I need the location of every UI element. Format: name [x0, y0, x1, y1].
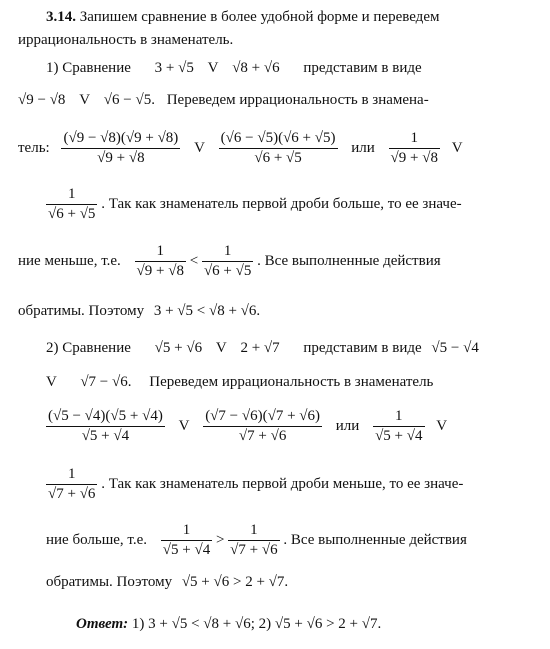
part1-frac2-num: (√6 − √5)(√6 + √5) [220, 130, 336, 146]
part2-rewritten-right: √7 − √6. [80, 374, 132, 390]
part1-because-line [46, 186, 462, 223]
part2-because: . Так как знаменатель первой дроби меньше, то ее значе- [101, 476, 464, 492]
part2-greater-frac-a: $\frac{1}{√5 + √4}$ [162, 522, 211, 558]
answer-text-2: √5 + √6 > 2 + √7. [274, 616, 382, 632]
part1-label: 1) [46, 60, 59, 76]
problem-header [46, 9, 439, 26]
part1-because: . Так как знаменатель первой дроби больше, то ее значе- [101, 196, 462, 212]
part1-frac1-num: (√9 − √8)(√9 + √8) [63, 130, 179, 146]
part2-frac1-den: √5 + √4 [46, 426, 165, 445]
part1-frac4-den: √6 + √5 [48, 206, 96, 222]
part2-fraction-2 [203, 408, 322, 445]
part2-conclusion-line [46, 574, 288, 591]
part1-frac2-den: √6 + √5 [219, 148, 338, 167]
part1-ili: или [351, 140, 375, 156]
part1-cmp-word: Сравнение [62, 60, 131, 76]
answer-text-1: 3 + √5 < √8 + √6; [148, 616, 255, 632]
part1-conclusion: 3 + √5 < √8 + √6. [153, 303, 261, 319]
part2-gt: > [215, 532, 225, 548]
part1-fraction-1 [61, 130, 180, 167]
answer-num-1: 1) [131, 616, 145, 632]
part2-fraction-1 [46, 408, 165, 445]
part2-frac4-den: √7 + √6 [48, 486, 96, 502]
part2-fraction-4 [46, 466, 97, 503]
part2-label: 2) [46, 340, 59, 356]
part1-fractions: тель: $\frac{(√9 - √8)(√9 + √8)}{√9 + √8}$ V $\frac{(√6 - √5)(√6 + √5)}{√6 + √5}$ или $\frac{1}{√9 + √8}$ V [18, 130, 463, 166]
part2-rationalize: Переведем иррациональность в знаменатель [149, 374, 434, 390]
part1-statement [46, 60, 422, 77]
part1-expr-a: 3 + √5 [154, 60, 194, 76]
part1-fraction-2 [219, 130, 338, 167]
part2-conclusion-pre: обратимы. Поэтому [46, 574, 173, 590]
part1-lt: < [189, 253, 199, 269]
answer-num-2: 2) [258, 616, 272, 632]
part1-conclusion-pre: обратимы. Поэтому [18, 303, 145, 319]
problem-number: 3.14. [46, 9, 76, 25]
part1-less-frac-a: $\frac{1}{√9 + √8}$ [136, 243, 184, 279]
part2-done: . Все выполненные действия [283, 532, 467, 548]
part2-fractions: $\frac{(√5 - √4)(√5 + √4)}{√5 + √4}$ V $\frac{(√7 - √6)(√7 + √6)}{√7 + √6}$ или $\frac{1}{√5 + √4}$ V [48, 408, 448, 444]
part2-rewritten-left: √5 − √4 [431, 340, 479, 356]
part1-rewritten-right: √6 − √5. [103, 92, 155, 108]
part1-less-text: ние меньше, т.е. [18, 253, 121, 269]
part2-ili: или [335, 418, 360, 434]
part2-frac4-num: 1 [67, 466, 76, 482]
part1-conclusion-line [18, 303, 260, 320]
part1-frac1-den: √9 + √8 [61, 148, 180, 167]
part2-greater-text: ние больше, т.е. [46, 532, 148, 548]
part1-tel: тель: [18, 140, 50, 156]
answer-line [76, 616, 381, 633]
part1-v: V [207, 60, 219, 76]
intro-line-2: иррациональность в знаменатель. [18, 32, 234, 48]
part2-expr-a: √5 + √6 [154, 340, 203, 356]
part2-cmp-word: Сравнение [62, 340, 131, 356]
part2-v: V [215, 340, 227, 356]
part2-frac2-den: √7 + √6 [203, 426, 322, 445]
part1-less-frac-b: $\frac{1}{√6 + √5}$ [203, 243, 252, 279]
part1-frac3-den: √9 + √8 [390, 150, 438, 166]
part1-expr-b: √8 + √6 [232, 60, 280, 76]
part2-expr-b: 2 + √7 [240, 340, 280, 356]
part2-greater-line [46, 522, 467, 559]
part2-present: представим в виде [303, 340, 422, 356]
part2-fraction-3 [373, 408, 424, 445]
part2-frac2-num: (√7 − √6)(√7 + √6) [205, 408, 321, 424]
part2-greater-frac-b: $\frac{1}{√7 + √6}$ [230, 522, 278, 558]
part1-rewritten: √9 − √8 V √6 − √5. Переведем иррациональность в знамена- [18, 92, 429, 108]
part1-done: . Все выполненные действия [257, 253, 441, 269]
part2-statement [46, 340, 479, 357]
part1-present: представим в виде [303, 60, 422, 76]
part2-conclusion: √5 + √6 > 2 + √7. [181, 574, 289, 590]
part2-frac3-num: 1 [395, 408, 403, 424]
part1-fraction-3 [389, 130, 440, 167]
part1-rewritten-left: √9 − √8 [18, 92, 66, 108]
part1-frac3-num: 1 [410, 130, 419, 146]
part2-rewritten: V √7 − √6. Переведем иррациональность в знаменатель [46, 374, 434, 390]
part1-fraction-4 [46, 186, 97, 223]
part2-because-line [46, 466, 463, 503]
intro-line-1: Запишем сравнение в более удобной форме и переведем [79, 9, 440, 25]
part2-frac1-num: (√5 − √4)(√5 + √4) [48, 408, 163, 424]
part1-rationalize: Переведем иррациональность в знамена- [166, 92, 429, 108]
part2-frac3-den: √5 + √4 [375, 428, 423, 444]
part1-less-line [18, 243, 441, 280]
part1-frac4-num: 1 [67, 186, 76, 202]
answer-label: Ответ: [76, 616, 129, 632]
